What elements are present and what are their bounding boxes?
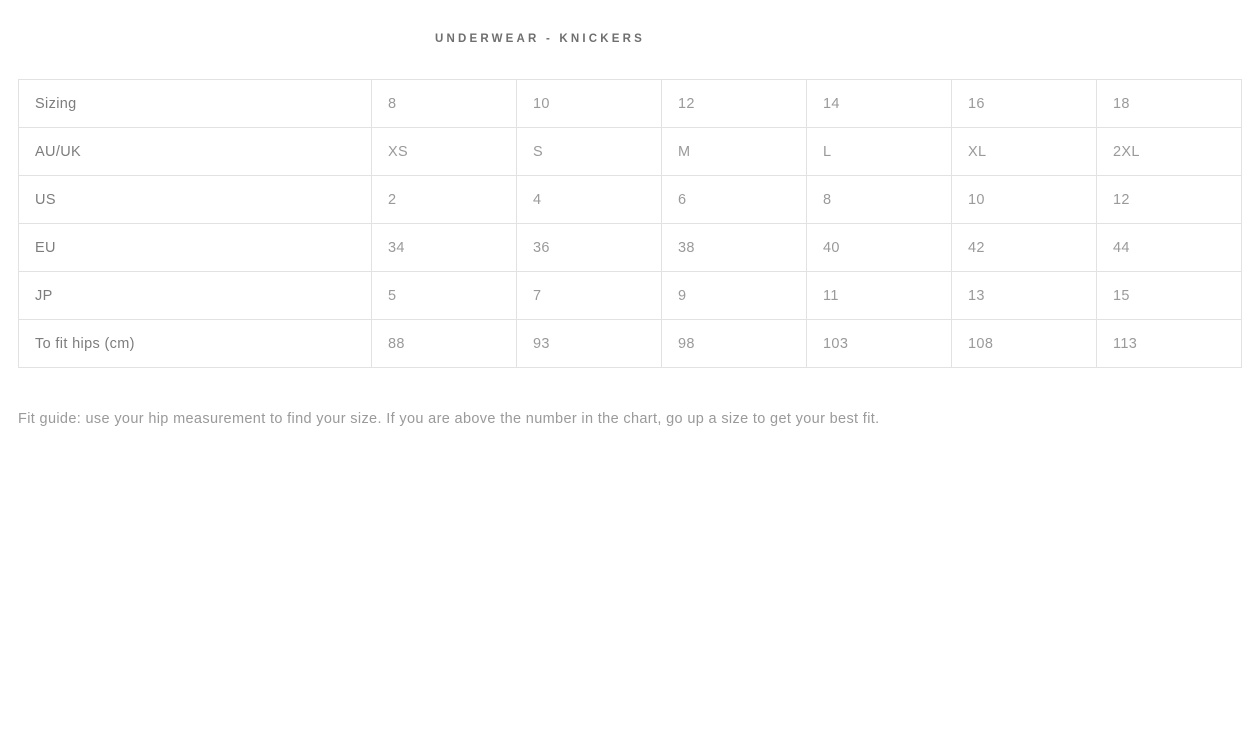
- row-value: 7: [517, 272, 662, 320]
- row-value: 98: [662, 320, 807, 368]
- row-value: 4: [517, 176, 662, 224]
- row-value: XS: [372, 128, 517, 176]
- row-value: 2: [372, 176, 517, 224]
- row-value: 15: [1097, 272, 1242, 320]
- row-label: US: [19, 176, 372, 224]
- row-value: 14: [807, 80, 952, 128]
- row-value: 103: [807, 320, 952, 368]
- size-table-container: [18, 79, 1140, 368]
- table-row: [19, 176, 1242, 224]
- row-value: 44: [1097, 224, 1242, 272]
- row-value: 10: [517, 80, 662, 128]
- table-row: [19, 320, 1242, 368]
- row-value: 108: [952, 320, 1097, 368]
- row-value: S: [517, 128, 662, 176]
- table-row: [19, 80, 1242, 128]
- size-table-body: [19, 80, 1242, 368]
- row-value: 113: [1097, 320, 1242, 368]
- row-value: 2XL: [1097, 128, 1242, 176]
- row-value: 42: [952, 224, 1097, 272]
- row-value: 13: [952, 272, 1097, 320]
- row-value: 9: [662, 272, 807, 320]
- row-value: 40: [807, 224, 952, 272]
- row-value: 18: [1097, 80, 1242, 128]
- row-value: 88: [372, 320, 517, 368]
- row-value: XL: [952, 128, 1097, 176]
- row-label: Sizing: [19, 80, 372, 128]
- row-label: JP: [19, 272, 372, 320]
- row-label: AU/UK: [19, 128, 372, 176]
- row-value: 36: [517, 224, 662, 272]
- table-row: [19, 272, 1242, 320]
- row-value: 11: [807, 272, 952, 320]
- table-row: [19, 224, 1242, 272]
- page-title: UNDERWEAR - KNICKERS: [434, 33, 646, 45]
- size-chart-page: [0, 33, 1140, 753]
- row-value: 93: [517, 320, 662, 368]
- row-value: 8: [807, 176, 952, 224]
- row-value: 16: [952, 80, 1097, 128]
- row-value: 5: [372, 272, 517, 320]
- row-value: 12: [1097, 176, 1242, 224]
- fit-guide-text: Fit guide: use your hip measurement to find your size. If you are above the number in the chart, go up a size to get your best fit.: [18, 411, 880, 427]
- size-table: [18, 79, 1242, 368]
- row-value: 12: [662, 80, 807, 128]
- row-label: To fit hips (cm): [19, 320, 372, 368]
- row-value: 10: [952, 176, 1097, 224]
- row-value: 8: [372, 80, 517, 128]
- row-value: 34: [372, 224, 517, 272]
- row-value: 6: [662, 176, 807, 224]
- row-value: M: [662, 128, 807, 176]
- table-row: [19, 128, 1242, 176]
- row-value: L: [807, 128, 952, 176]
- row-label: EU: [19, 224, 372, 272]
- row-value: 38: [662, 224, 807, 272]
